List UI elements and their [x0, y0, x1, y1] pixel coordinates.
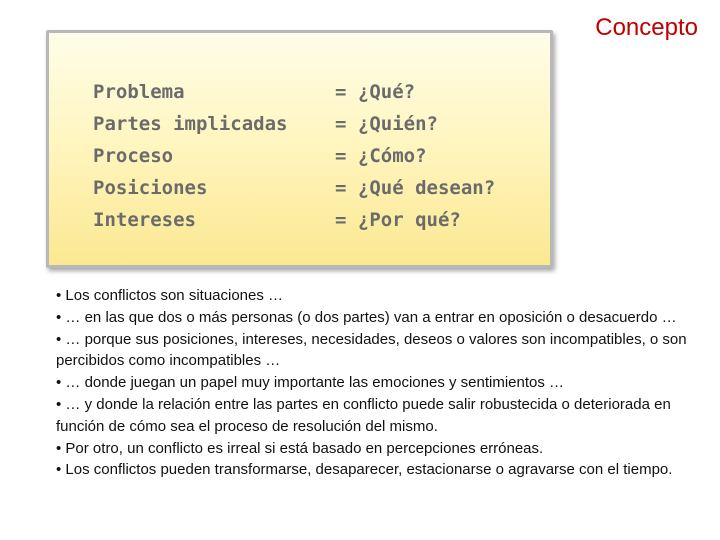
concept-value: = ¿Qué?: [335, 81, 416, 103]
concept-table-box: [46, 30, 553, 268]
concept-key: Posiciones: [93, 177, 208, 199]
concept-row-posiciones: [93, 172, 533, 204]
concept-key: Problema: [93, 81, 185, 103]
bullet-item: • … porque sus posiciones, intereses, necesidades, deseos o valores son incompatibles, o son percibidos como incompatibles …: [56, 330, 687, 370]
concept-row-problema: [93, 76, 533, 108]
concept-key: Partes implicadas: [93, 113, 288, 135]
concept-key: Proceso: [93, 145, 174, 167]
concept-value: = ¿Qué desean?: [335, 177, 496, 199]
concept-key: Intereses: [93, 209, 196, 231]
bullet-list: [56, 285, 702, 481]
concept-row-partes: [93, 108, 533, 140]
bullet-item: • Por otro, un conflicto es irreal si está basado en percepciones erróneas.: [56, 439, 544, 457]
slide-title: Concepto: [595, 14, 698, 41]
concept-row-intereses: [93, 204, 533, 236]
concept-value: = ¿Quién?: [335, 113, 438, 135]
concept-value: = ¿Cómo?: [335, 145, 427, 167]
bullet-item: • … y donde la relación entre las partes en conflicto puede salir robustecida o deteriorada en función de cómo sea el proceso de resolución del mismo.: [56, 395, 671, 435]
bullet-item: • Los conflictos son situaciones …: [56, 287, 284, 304]
bullet-item: • … donde juegan un papel muy importante las emociones y sentimientos …: [56, 374, 565, 392]
bullet-item: • … en las que dos o más personas (o dos partes) van a entrar en oposición o desacuerdo …: [56, 308, 677, 326]
concept-table: [93, 76, 533, 236]
concept-row-proceso: [93, 140, 533, 172]
bullet-item: • Los conflictos pueden transformarse, desaparecer, estacionarse o agravarse con el tiempo.: [56, 461, 673, 479]
concept-value: = ¿Por qué?: [335, 209, 461, 231]
